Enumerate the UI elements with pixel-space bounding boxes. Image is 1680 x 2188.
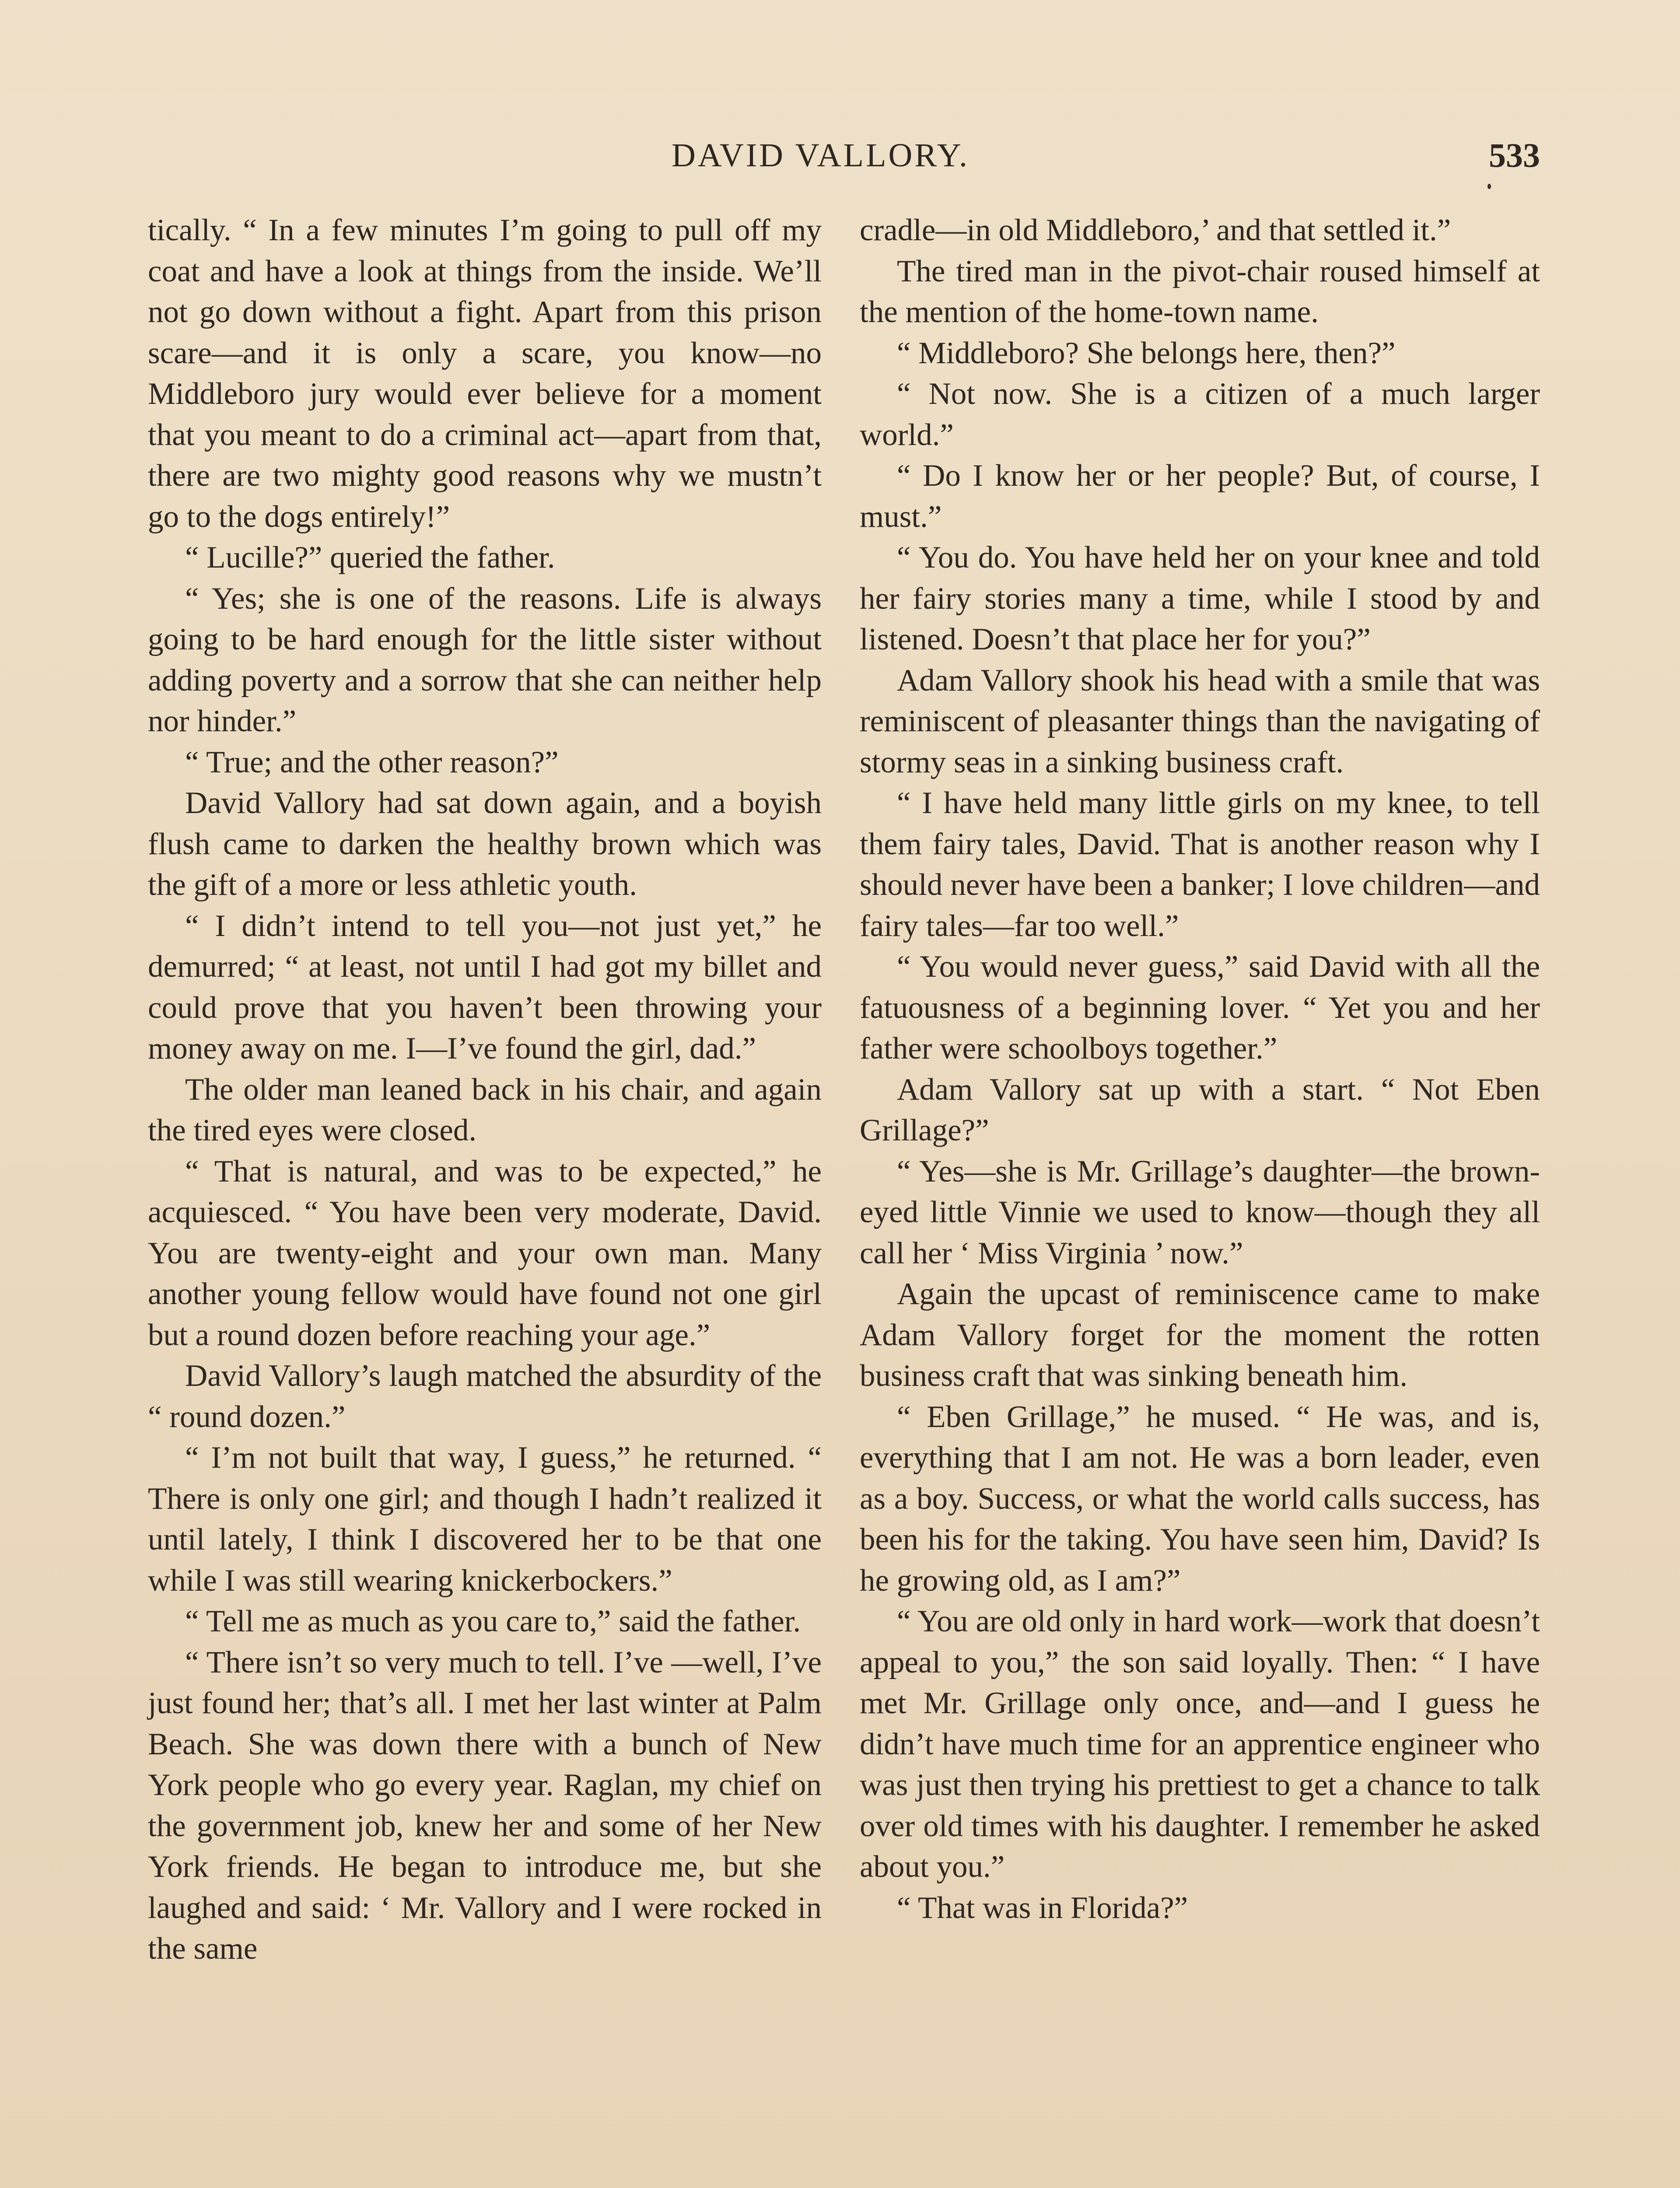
page-number: 533 (1489, 136, 1540, 174)
paragraph: “ That is natural, and was to be expected,” he acquiesced. “ You have been very moderate, David. You are twenty-eight and your own man. Many another young fellow would have found not one girl but a round dozen before reaching your age.” (148, 1154, 822, 1352)
paragraph: “ Lucille?” queried the father. (185, 540, 555, 575)
paragraph: “ Do I know her or her people? But, of course, I must.” (860, 459, 1540, 534)
paragraph: Again the upcast of reminiscence came to make Adam Vallory forget for the moment the rotten business craft that was sinking beneath him. (860, 1277, 1540, 1393)
paragraph: David Vallory’s laugh matched the absurdity of the “ round dozen.” (148, 1359, 822, 1434)
page-header (0, 131, 1680, 179)
paragraph: The older man leaned back in his chair, and again the tired eyes were closed. (148, 1072, 822, 1147)
paragraph: Adam Vallory shook his head with a smile that was reminiscent of pleasanter things than the navigating of stormy seas in a sinking business craft. (860, 663, 1540, 779)
paragraph: “ You do. You have held her on your knee and told her fairy stories many a time, while I stood by and listened. Doesn’t that place her for you?” (860, 540, 1540, 656)
paragraph: “ I’m not built that way, I guess,” he returned. “ There is only one girl; and though I hadn’t realized it until lately, I think I discovered her to be that one while I was still wearing knickerbockers.” (148, 1441, 822, 1598)
paragraph: “ I didn’t intend to tell you—not just yet,” he demurred; “ at least, not until I had got my billet and could prove that you haven’t been throwing your money away on me. I—I’ve found the girl, dad.” (148, 908, 822, 1066)
paragraph: “ You would never guess,” said David with all the fatuousness of a beginning lover. “ Yet you and her father were schoolboys together.” (860, 950, 1540, 1066)
paragraph: cradle—in old Middleboro,’ and that settled it.” (860, 213, 1451, 247)
paragraph: “ I have held many little girls on my knee, to tell them fairy tales, David. That is another reason why I should never have been a banker; I love children—and fairy tales—far too well.” (860, 786, 1540, 943)
paragraph: Adam Vallory sat up with a start. “ Not Eben Grillage?” (860, 1072, 1540, 1147)
paragraph: “ Yes; she is one of the reasons. Life is always going to be hard enough for the little sister without adding poverty and a sorrow that she can neither help nor hinder.” (148, 581, 822, 738)
paragraph: “ Eben Grillage,” he mused. “ He was, and is, everything that I am not. He was a born leader, even as a boy. Success, or what the world calls success, has been his for the taking. You have seen him, David? Is he growing old, as I am?” (860, 1399, 1540, 1598)
left-column (148, 210, 822, 1970)
paragraph: “ There isn’t so very much to tell. I’ve —well, I’ve just found her; that’s all. I met her last winter at Palm Beach. She was down there with a bunch of New York people who go every year. Raglan, my chief on the government job, knew her and some of her New York friends. He began to introduce me, but she laughed and said: ‘ Mr. Vallory and I were rocked in the same (148, 1645, 822, 1966)
paragraph: “ Middleboro? She belongs here, then?” (897, 336, 1396, 370)
paragraph: “ Tell me as much as you care to,” said the father. (185, 1604, 801, 1638)
right-column (860, 210, 1540, 1929)
paragraph: David Vallory had sat down again, and a boyish flush came to darken the healthy brown which was the gift of a more or less athletic youth. (148, 786, 822, 902)
paragraph: The tired man in the pivot-chair roused himself at the mention of the home-town name. (860, 254, 1540, 329)
paragraph: “ True; and the other reason?” (185, 745, 559, 779)
running-title: DAVID VALLORY. (672, 137, 970, 174)
paragraph: “ Not now. She is a citizen of a much larger world.” (860, 377, 1540, 452)
paragraph: “ That was in Florida?” (897, 1890, 1188, 1925)
paragraph: “ You are old only in hard work—work that doesn’t appeal to you,” the son said loyally. Then: “ I have met Mr. Grillage only once, and—and I guess he didn’t have much time for an apprentice engineer who was just then trying his prettiest to get a chance to talk over old times with his daughter. I remember he asked about you.” (860, 1604, 1540, 1884)
paragraph: tically. “ In a few minutes I’m going to pull off my coat and have a look at things from the inside. We’ll not go down without a fight. Apart from this prison scare—and it is only a scare, you know—no Middleboro jury would ever believe for a moment that you meant to do a criminal act—apart from that, there are two mighty good reasons why we mustn’t go to the dogs entirely!” (148, 213, 822, 534)
print-speck (1488, 184, 1491, 189)
paragraph: “ Yes—she is Mr. Grillage’s daughter—the brown-eyed little Vinnie we used to know—though they all call her ‘ Miss Virginia ’ now.” (860, 1154, 1540, 1270)
